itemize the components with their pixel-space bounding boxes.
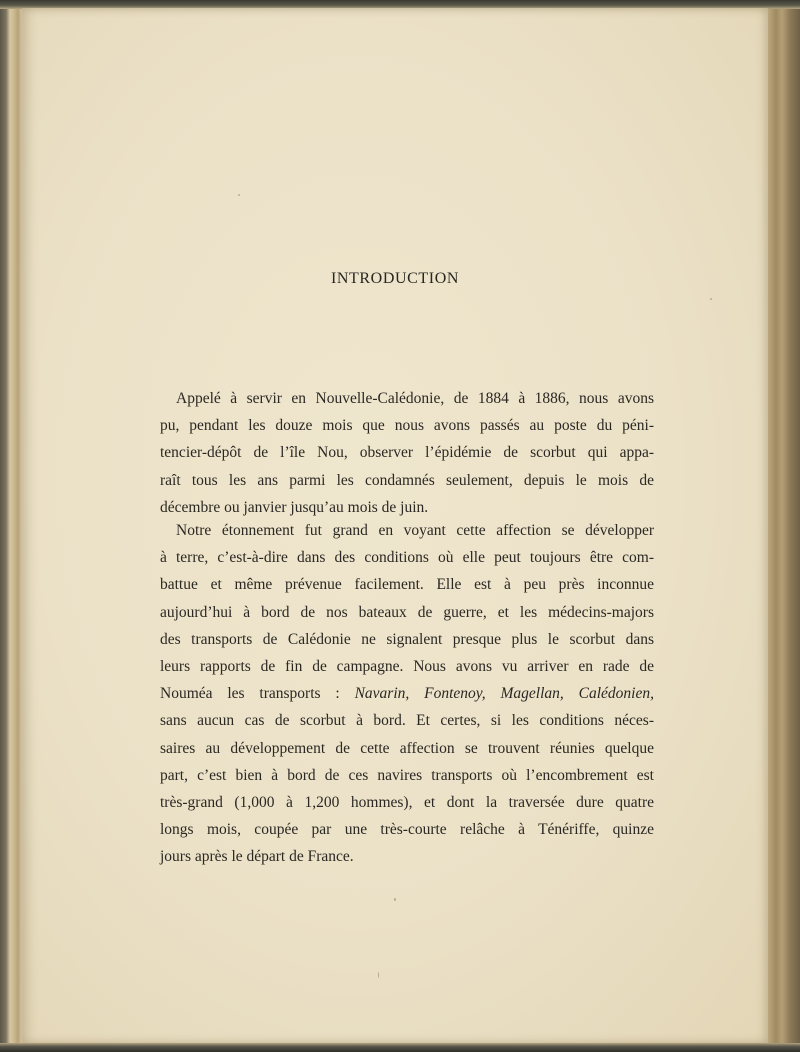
ship-names: Navarin, Fontenoy, Magellan, Calédonien, xyxy=(354,685,654,703)
paper-speck xyxy=(394,898,396,901)
text-line: Notre étonnement fut grand en voyant cette affection se développer xyxy=(176,522,654,539)
paragraph-1 xyxy=(160,385,654,521)
text-line: longs mois, coupée par une très-courte relâche à Ténériffe, quinze xyxy=(160,821,654,839)
text-line: pu, pendant les douze mois que nous avons passés au poste du péni- xyxy=(160,417,654,435)
page-title: INTRODUCTION xyxy=(330,270,460,287)
text-line-start: Nouméa les transports : xyxy=(160,685,355,703)
text-line: des transports de Calédonie ne signalent presque plus le scorbut dans xyxy=(160,630,654,648)
paragraph-2 xyxy=(160,517,654,870)
text-line: saires au développement de cette affection se trouvent réunies quelque xyxy=(160,739,654,757)
paper-speck xyxy=(378,972,379,978)
text-line: jours après le départ de France. xyxy=(160,848,354,866)
text-line: part, c’est bien à bord de ces navires transports où l’encombrement est xyxy=(160,766,654,784)
text-line: décembre ou janvier jusqu’au mois de juin. xyxy=(160,498,429,516)
text-line: aujourd’hui à bord de nos bateaux de guerre, et les médecins-majors xyxy=(160,603,654,621)
text-line: leurs rapports de fin de campagne. Nous avons vu arriver en rade de xyxy=(160,657,654,675)
text-line: à terre, c’est-à-dire dans des conditions où elle peut toujours être com- xyxy=(160,549,654,567)
book-bottom-edge xyxy=(0,1043,800,1052)
text-line: tencier-dépôt de l’île Nou, observer l’épidémie de scorbut qui appa- xyxy=(160,444,654,462)
text-line-with-ships xyxy=(160,680,654,707)
book-page xyxy=(22,8,768,1044)
paper-speck xyxy=(710,298,712,300)
text-line: Appelé à servir en Nouvelle-Calédonie, de 1884 à 1886, nous avons xyxy=(176,390,654,407)
text-line: raît tous les ans parmi les condamnés seulement, depuis le mois de xyxy=(160,471,654,489)
text-line: sans aucun cas de scorbut à bord. Et certes, si les conditions néces- xyxy=(160,712,654,730)
text-line: très-grand (1,000 à 1,200 hommes), et dont la traversée dure quatre xyxy=(160,793,654,811)
paper-speck xyxy=(238,194,240,196)
text-line: battue et même prévenue facilement. Elle est à peu près inconnue xyxy=(160,576,654,594)
